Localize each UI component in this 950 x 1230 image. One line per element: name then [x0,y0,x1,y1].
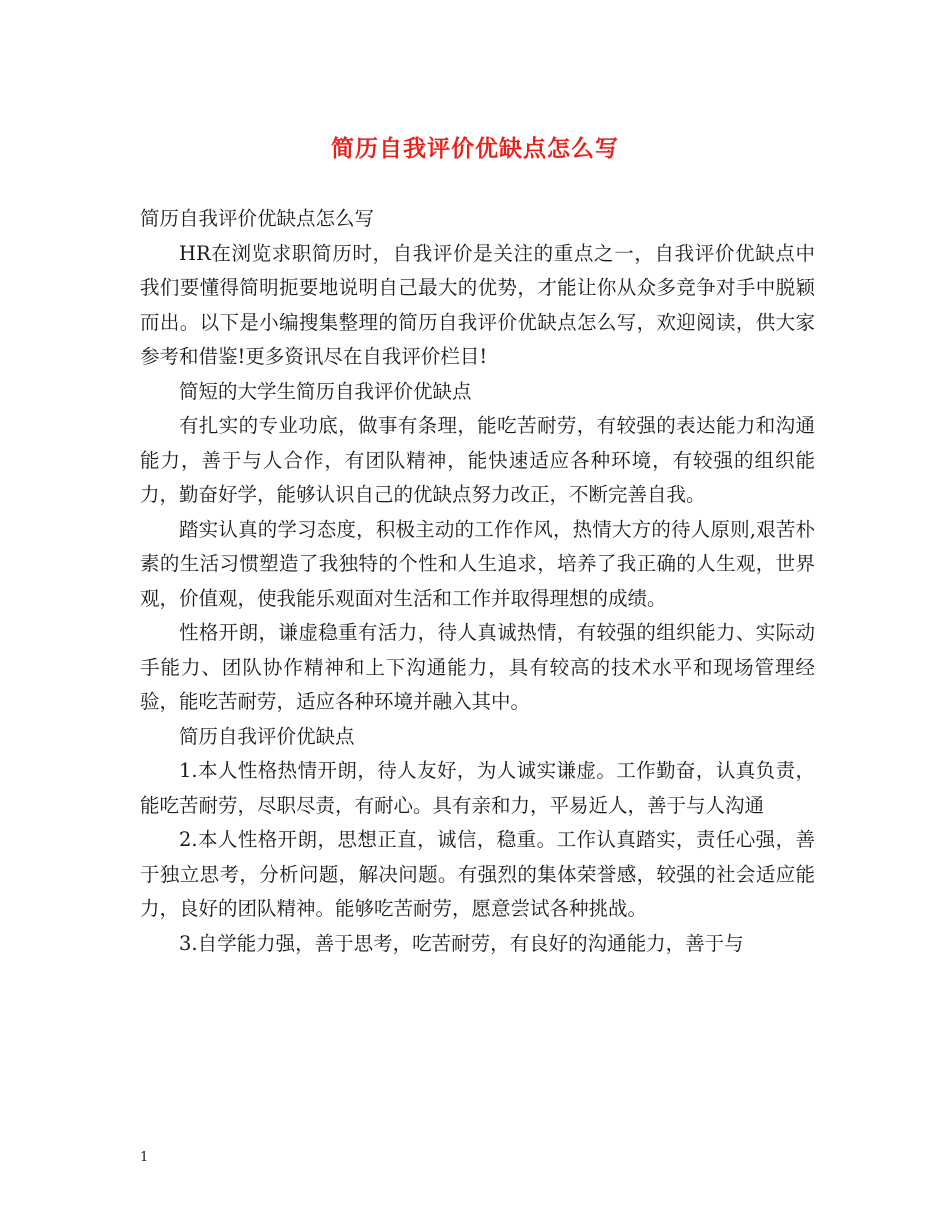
document-title: 简历自我评价优缺点怎么写 [331,135,619,162]
paragraph-subheading: 简短的大学生简历自我评价优缺点 [179,379,472,403]
paragraph-body: 有扎实的专业功底，做事有条理，能吃苦耐劳，有较强的表达能力和沟通能力，善于与人合作，有团队精神，能快速适应各种环境，有较强的组织能力，勤奋好学，能够认识自己的优缺点努力改正，不断完善自我。 [140,414,815,506]
paragraph-body: 踏实认真的学习态度，积极主动的工作作风，热情大方的待人原则,艰苦朴素的生活习惯塑造了我独特的个性和人生追求，培养了我正确的人生观，世界观，价值观，使我能乐观面对生活和工作并取得理想的成绩。 [140,517,815,610]
paragraph-intro: HR在浏览求职简历时，自我评价是关注的重点之一，自我评价优缺点中我们要懂得简明扼要地说明自己最大的优势，才能让你从众多竞争对手中脱颖而出。以下是小编搜集整理的简历自我评价优缺点怎么写，欢迎阅读，供大家参考和借鉴!更多资讯尽在自我评价栏目! [140,241,815,368]
paragraph-list-item: 1.本人性格热情开朗，待人友好，为人诚实谦虚。工作勤奋，认真负责，能吃苦耐劳，尽职尽责，有耐心。具有亲和力，平易近人，善于与人沟通 [140,759,815,817]
paragraph-list-item: 3.自学能力强，善于思考，吃苦耐劳，有良好的沟通能力，善于与 [179,931,744,955]
paragraph-heading: 简历自我评价优缺点怎么写 [140,207,375,230]
document-body [140,202,815,961]
page-number: 1 [140,1150,149,1165]
paragraph-subheading: 简历自我评价优缺点 [179,724,355,748]
paragraph-body: 性格开朗，谦虚稳重有活力，待人真诚热情，有较强的组织能力、实际动手能力、团队协作精神和上下沟通能力，具有较高的技术水平和现场管理经验，能吃苦耐劳，适应各种环境并融入其中。 [140,621,815,713]
paragraph-list-item: 2.本人性格开朗，思想正直，诚信，稳重。工作认真踏实，责任心强，善于独立思考，分析问题，解决问题。有强烈的集体荣誉感，较强的社会适应能力，良好的团队精神。能够吃苦耐劳，愿意尝试各种挑战。 [140,828,815,920]
